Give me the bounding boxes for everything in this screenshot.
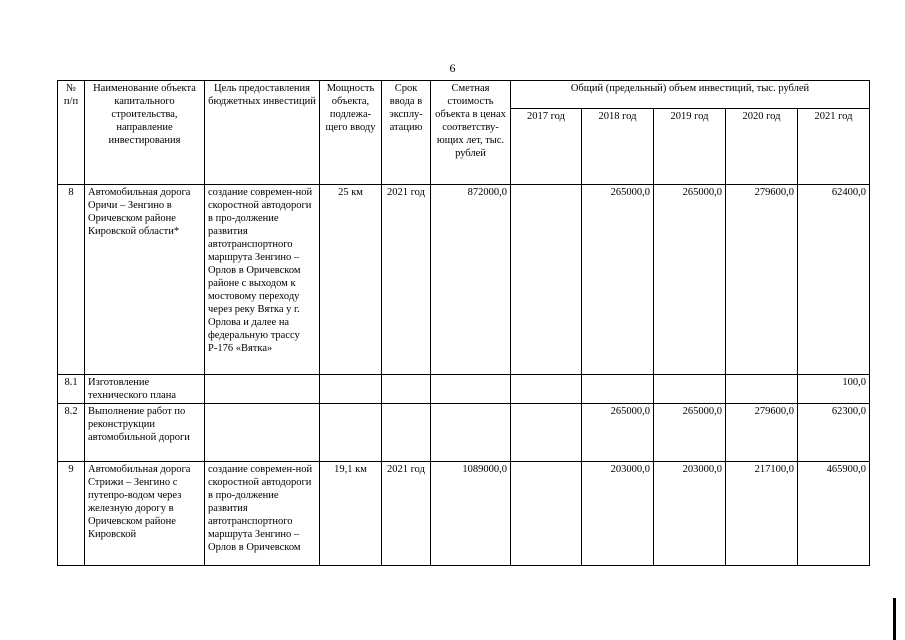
- investment-table: [57, 80, 870, 566]
- header-goal: Цель предоставления бюджетных инвестиций: [205, 81, 320, 185]
- row-y2018: [582, 375, 654, 404]
- table-row: [58, 404, 870, 462]
- row-y2017: [511, 185, 582, 375]
- row-y2019: 203000,0: [654, 462, 726, 566]
- row-term: 2021 год: [382, 185, 431, 375]
- row-y2019: 265000,0: [654, 404, 726, 462]
- row-y2021: 62400,0: [798, 185, 870, 375]
- row-term: [382, 404, 431, 462]
- row-y2019: [654, 375, 726, 404]
- header-row: [58, 81, 870, 109]
- row-estimate: 1089000,0: [431, 462, 511, 566]
- row-name: Выполнение работ по реконструкции автомобильной дороги: [85, 404, 205, 462]
- row-num: 8: [58, 185, 85, 375]
- header-year-2020: 2020 год: [726, 109, 798, 185]
- table-row: [58, 185, 870, 375]
- header-estimate: Сметная стоимость объекта в ценах соответству-ющих лет, тыс. рублей: [431, 81, 511, 185]
- row-capacity: [320, 375, 382, 404]
- row-term: [382, 375, 431, 404]
- table-row: [58, 462, 870, 566]
- row-y2017: [511, 462, 582, 566]
- row-y2020: 279600,0: [726, 404, 798, 462]
- header-year-2017: 2017 год: [511, 109, 582, 185]
- row-y2021: 100,0: [798, 375, 870, 404]
- row-num: 8.2: [58, 404, 85, 462]
- row-num: 9: [58, 462, 85, 566]
- header-term: Срок ввода в эксплу-атацию: [382, 81, 431, 185]
- row-estimate: [431, 375, 511, 404]
- row-name: Автомобильная дорога Оричи – Зенгино в Оричевском районе Кировской области*: [85, 185, 205, 375]
- row-estimate: 872000,0: [431, 185, 511, 375]
- header-capacity: Мощность объекта, подлежа-щего вводу: [320, 81, 382, 185]
- row-num: 8.1: [58, 375, 85, 404]
- row-y2018: 265000,0: [582, 404, 654, 462]
- header-year-2019: 2019 год: [654, 109, 726, 185]
- row-estimate: [431, 404, 511, 462]
- table-row: [58, 375, 870, 404]
- header-name: Наименование объекта капитального строительства, направление инвестирования: [85, 81, 205, 185]
- row-y2018: 203000,0: [582, 462, 654, 566]
- header-year-2021: 2021 год: [798, 109, 870, 185]
- row-goal: создание современ-ной скоростной автодороги в про-должение развития автотранспортного маршрута Зенгино – Орлов в Оричевском районе с выходом к мостовому переходу через реку Вятка у г. Орлова и далее на федеральную трассу Р-176 «Вятка»: [205, 185, 320, 375]
- row-capacity: 19,1 км: [320, 462, 382, 566]
- row-goal: создание современ-ной скоростной автодороги в про-должение развития автотранспортного маршрута Зенгино – Орлов в Оричевском: [205, 462, 320, 566]
- row-y2019: 265000,0: [654, 185, 726, 375]
- row-y2021: 465900,0: [798, 462, 870, 566]
- header-num: № п/п: [58, 81, 85, 185]
- row-y2020: [726, 375, 798, 404]
- row-y2017: [511, 404, 582, 462]
- row-y2018: 265000,0: [582, 185, 654, 375]
- page-number: 6: [449, 61, 456, 75]
- row-capacity: 25 км: [320, 185, 382, 375]
- row-name: Изготовление технического плана: [85, 375, 205, 404]
- scan-edge-bar: [893, 598, 896, 640]
- row-goal: [205, 375, 320, 404]
- header-year-2018: 2018 год: [582, 109, 654, 185]
- header-total-investment: Общий (предельный) объем инвестиций, тыс. рублей: [511, 81, 870, 109]
- row-name: Автомобильная дорога Стрижи – Зенгино с путепро-водом через железную дорогу в Оричевском районе Кировской: [85, 462, 205, 566]
- row-capacity: [320, 404, 382, 462]
- row-term: 2021 год: [382, 462, 431, 566]
- row-goal: [205, 404, 320, 462]
- row-y2020: 279600,0: [726, 185, 798, 375]
- row-y2020: 217100,0: [726, 462, 798, 566]
- row-y2021: 62300,0: [798, 404, 870, 462]
- row-y2017: [511, 375, 582, 404]
